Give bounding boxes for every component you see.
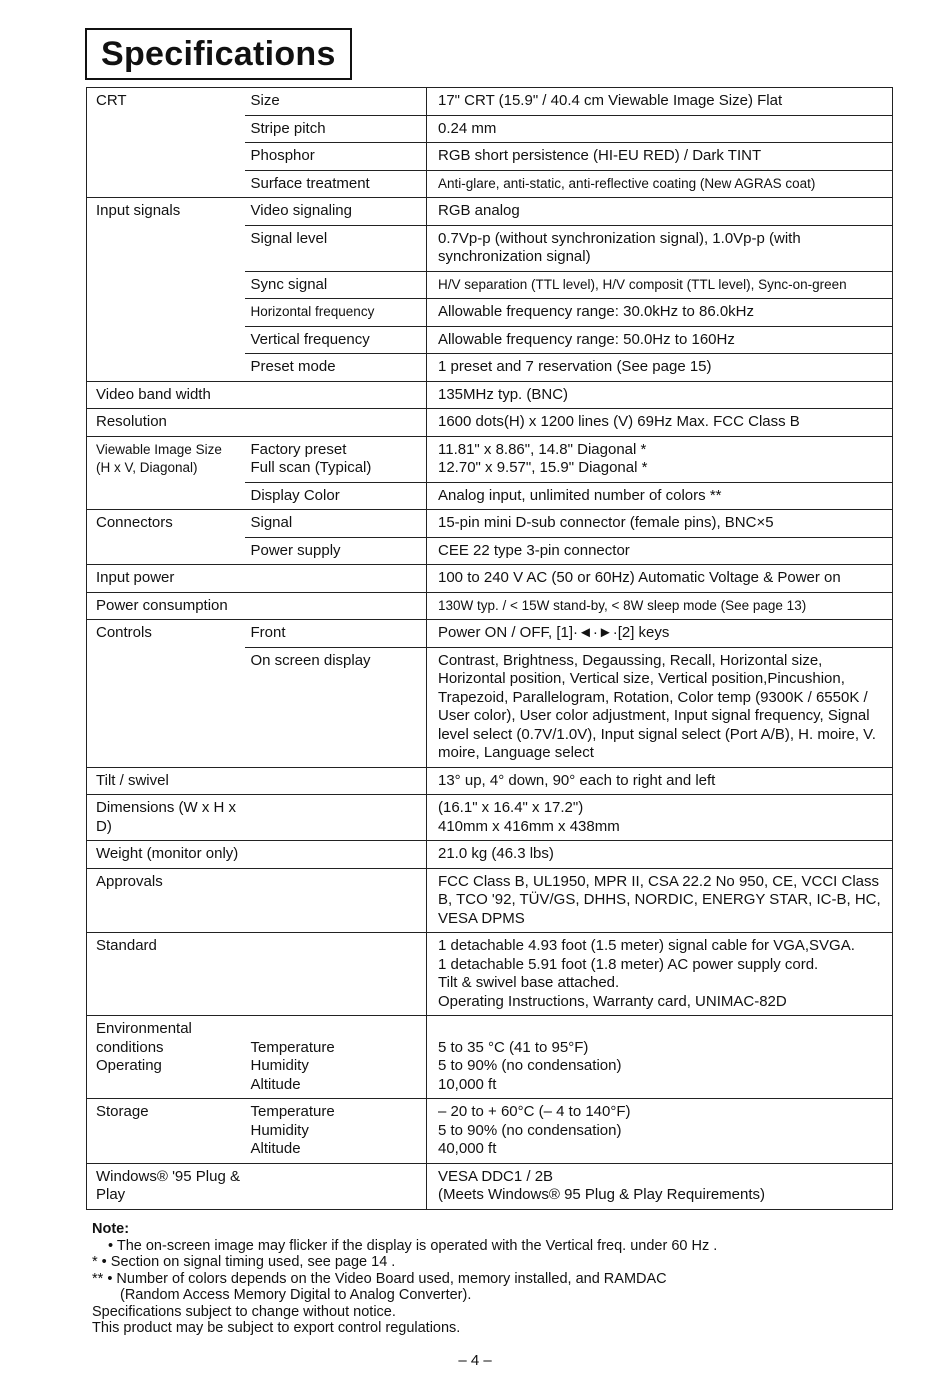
spec-category xyxy=(87,354,245,382)
spec-item: Temperature Humidity Altitude xyxy=(245,1016,427,1099)
page-title: Specifications xyxy=(101,34,336,73)
spec-value: 0.24 mm xyxy=(427,115,893,143)
spec-row xyxy=(87,620,893,648)
spec-category xyxy=(87,271,245,299)
spec-item: Preset mode xyxy=(245,354,427,382)
spec-row xyxy=(87,115,893,143)
spec-item xyxy=(245,767,427,795)
spec-value: FCC Class B, UL1950, MPR II, CSA 22.2 No 950, CE, VCCI Class B, TCO '92, TÜV/GS, DHHS, NORDIC, ENERGY STAR, IC-B, HC, VESA DPMS xyxy=(427,868,893,933)
spec-item xyxy=(245,409,427,437)
spec-category: Environmental conditions Operating xyxy=(87,1016,245,1099)
spec-item xyxy=(245,381,427,409)
spec-item: Video signaling xyxy=(245,198,427,226)
spec-row xyxy=(87,565,893,593)
spec-category: Connectors xyxy=(87,510,245,538)
spec-category: CRT xyxy=(87,88,245,116)
spec-category: Weight (monitor only) xyxy=(87,841,245,869)
spec-value: H/V separation (TTL level), H/V composit (TTL level), Sync-on-green xyxy=(427,271,893,299)
spec-item: Signal xyxy=(245,510,427,538)
spec-category xyxy=(87,225,245,271)
note-ramdac: (Random Access Memory Digital to Analog Converter). xyxy=(120,1287,472,1303)
spec-item: Stripe pitch xyxy=(245,115,427,143)
spec-item xyxy=(245,1163,427,1209)
page-number: – 4 – xyxy=(458,1352,492,1369)
spec-row xyxy=(87,271,893,299)
spec-item: Surface treatment xyxy=(245,170,427,198)
spec-row xyxy=(87,326,893,354)
spec-item: Display Color xyxy=(245,482,427,510)
spec-row xyxy=(87,767,893,795)
spec-value: 1 detachable 4.93 foot (1.5 meter) signal cable for VGA,SVGA. 1 detachable 5.91 foot (1.8 meter) AC power supply cord. Tilt & swivel base attached. Operating Instructions, Warranty card, UNIMAC-82D xyxy=(427,933,893,1016)
spec-row xyxy=(87,1016,893,1099)
spec-value: 1 preset and 7 reservation (See page 15) xyxy=(427,354,893,382)
spec-value: 13° up, 4° down, 90° each to right and left xyxy=(427,767,893,795)
spec-item: Power supply xyxy=(245,537,427,565)
spec-category: Storage xyxy=(87,1099,245,1164)
spec-category: Resolution xyxy=(87,409,245,437)
spec-category: Video band width xyxy=(87,381,245,409)
spec-row xyxy=(87,143,893,171)
spec-item: Temperature Humidity Altitude xyxy=(245,1099,427,1164)
spec-category xyxy=(87,299,245,327)
spec-item: Front xyxy=(245,620,427,648)
spec-value: VESA DDC1 / 2B (Meets Windows® 95 Plug & Play Requirements) xyxy=(427,1163,893,1209)
note-flicker: • The on-screen image may flicker if the display is operated with the Vertical freq. under 60 Hz . xyxy=(108,1237,718,1254)
spec-category: Input signals xyxy=(87,198,245,226)
spec-item: Horizontal frequency xyxy=(245,299,427,327)
spec-item xyxy=(245,933,427,1016)
spec-category: Dimensions (W x H x D) xyxy=(87,795,245,841)
spec-category: Input power xyxy=(87,565,245,593)
note-change-notice: Specifications subject to change without notice. xyxy=(92,1303,396,1320)
spec-value: 17" CRT (15.9" / 40.4 cm Viewable Image Size) Flat xyxy=(427,88,893,116)
spec-item: Size xyxy=(245,88,427,116)
spec-row xyxy=(87,510,893,538)
note-export-control: This product may be subject to export control regulations. xyxy=(92,1320,461,1336)
spec-category: Power consumption xyxy=(87,592,245,620)
spec-category: Standard xyxy=(87,933,245,1016)
spec-row xyxy=(87,1163,893,1209)
specifications-table xyxy=(86,87,893,1210)
spec-row xyxy=(87,933,893,1016)
spec-row xyxy=(87,88,893,116)
spec-value: RGB analog xyxy=(427,198,893,226)
spec-value: 130W typ. / < 15W stand-by, < 8W sleep mode (See page 13) xyxy=(427,592,893,620)
spec-category xyxy=(87,647,245,767)
spec-row xyxy=(87,299,893,327)
spec-value: RGB short persistence (HI-EU RED) / Dark TINT xyxy=(427,143,893,171)
spec-row xyxy=(87,436,893,482)
spec-category xyxy=(87,537,245,565)
spec-value: 100 to 240 V AC (50 or 60Hz) Automatic Voltage & Power on xyxy=(427,565,893,593)
spec-value: Allowable frequency range: 50.0Hz to 160Hz xyxy=(427,326,893,354)
spec-item xyxy=(245,565,427,593)
spec-row xyxy=(87,647,893,767)
spec-item: Phosphor xyxy=(245,143,427,171)
spec-row xyxy=(87,225,893,271)
spec-value: Contrast, Brightness, Degaussing, Recall, Horizontal size, Horizontal position, Vertical size, Vertical position,Pincushion, Trapezoid, Parallelogram, Rotation, Color temp (9300K / 6550K / User color), User color adjustment, Input signal frequency, Signal level select (0.7V/1.0V), Input signal select (Port A/B), H. moire, V. moire, Language select xyxy=(427,647,893,767)
spec-row xyxy=(87,841,893,869)
spec-row xyxy=(87,170,893,198)
spec-row xyxy=(87,409,893,437)
notes-heading: Note: xyxy=(92,1221,130,1237)
spec-value: 135MHz typ. (BNC) xyxy=(427,381,893,409)
spec-value: – 20 to + 60°C (– 4 to 140°F) 5 to 90% (no condensation) 40,000 ft xyxy=(427,1099,893,1164)
spec-category: Controls xyxy=(87,620,245,648)
spec-category xyxy=(87,143,245,171)
spec-row xyxy=(87,482,893,510)
spec-row xyxy=(87,381,893,409)
spec-item xyxy=(245,592,427,620)
spec-category xyxy=(87,482,245,510)
spec-value: 0.7Vp-p (without synchronization signal), 1.0Vp-p (with synchronization signal) xyxy=(427,225,893,271)
note-signal-timing: * • Section on signal timing used, see page 14 . xyxy=(92,1254,396,1270)
note-colors: ** • Number of colors depends on the Video Board used, memory installed, and RAMDAC xyxy=(92,1270,667,1287)
spec-category xyxy=(87,170,245,198)
spec-row xyxy=(87,592,893,620)
spec-value: Analog input, unlimited number of colors ** xyxy=(427,482,893,510)
spec-value: Power ON / OFF, [1]·◄·►·[2] keys xyxy=(427,620,893,648)
spec-category: Approvals xyxy=(87,868,245,933)
spec-row xyxy=(87,1099,893,1164)
spec-value: 15-pin mini D-sub connector (female pins), BNC×5 xyxy=(427,510,893,538)
spec-item xyxy=(245,868,427,933)
spec-value: 5 to 35 °C (41 to 95°F) 5 to 90% (no condensation) 10,000 ft xyxy=(427,1016,893,1099)
spec-value: 1600 dots(H) x 1200 lines (V) 69Hz Max. FCC Class B xyxy=(427,409,893,437)
spec-item: Factory preset Full scan (Typical) xyxy=(245,436,427,482)
spec-item xyxy=(245,841,427,869)
spec-value: (16.1" x 16.4" x 17.2") 410mm x 416mm x 438mm xyxy=(427,795,893,841)
spec-category: Windows® '95 Plug & Play xyxy=(87,1163,245,1209)
spec-item: Sync signal xyxy=(245,271,427,299)
spec-value: CEE 22 type 3-pin connector xyxy=(427,537,893,565)
spec-item: Signal level xyxy=(245,225,427,271)
spec-row xyxy=(87,198,893,226)
notes-section xyxy=(92,1221,717,1337)
spec-item: Vertical frequency xyxy=(245,326,427,354)
spec-row xyxy=(87,354,893,382)
spec-item xyxy=(245,795,427,841)
spec-category xyxy=(87,115,245,143)
spec-value: 21.0 kg (46.3 lbs) xyxy=(427,841,893,869)
spec-value: Anti-glare, anti-static, anti-reflective coating (New AGRAS coat) xyxy=(427,170,893,198)
spec-category: Viewable Image Size (H x V, Diagonal) xyxy=(87,436,245,482)
spec-value: Allowable frequency range: 30.0kHz to 86.0kHz xyxy=(427,299,893,327)
spec-row xyxy=(87,795,893,841)
spec-item: On screen display xyxy=(245,647,427,767)
spec-row xyxy=(87,537,893,565)
spec-row xyxy=(87,868,893,933)
page-title-box xyxy=(85,28,352,80)
spec-category xyxy=(87,326,245,354)
spec-category: Tilt / swivel xyxy=(87,767,245,795)
spec-value: 11.81" x 8.86", 14.8" Diagonal * 12.70" x 9.57", 15.9" Diagonal * xyxy=(427,436,893,482)
